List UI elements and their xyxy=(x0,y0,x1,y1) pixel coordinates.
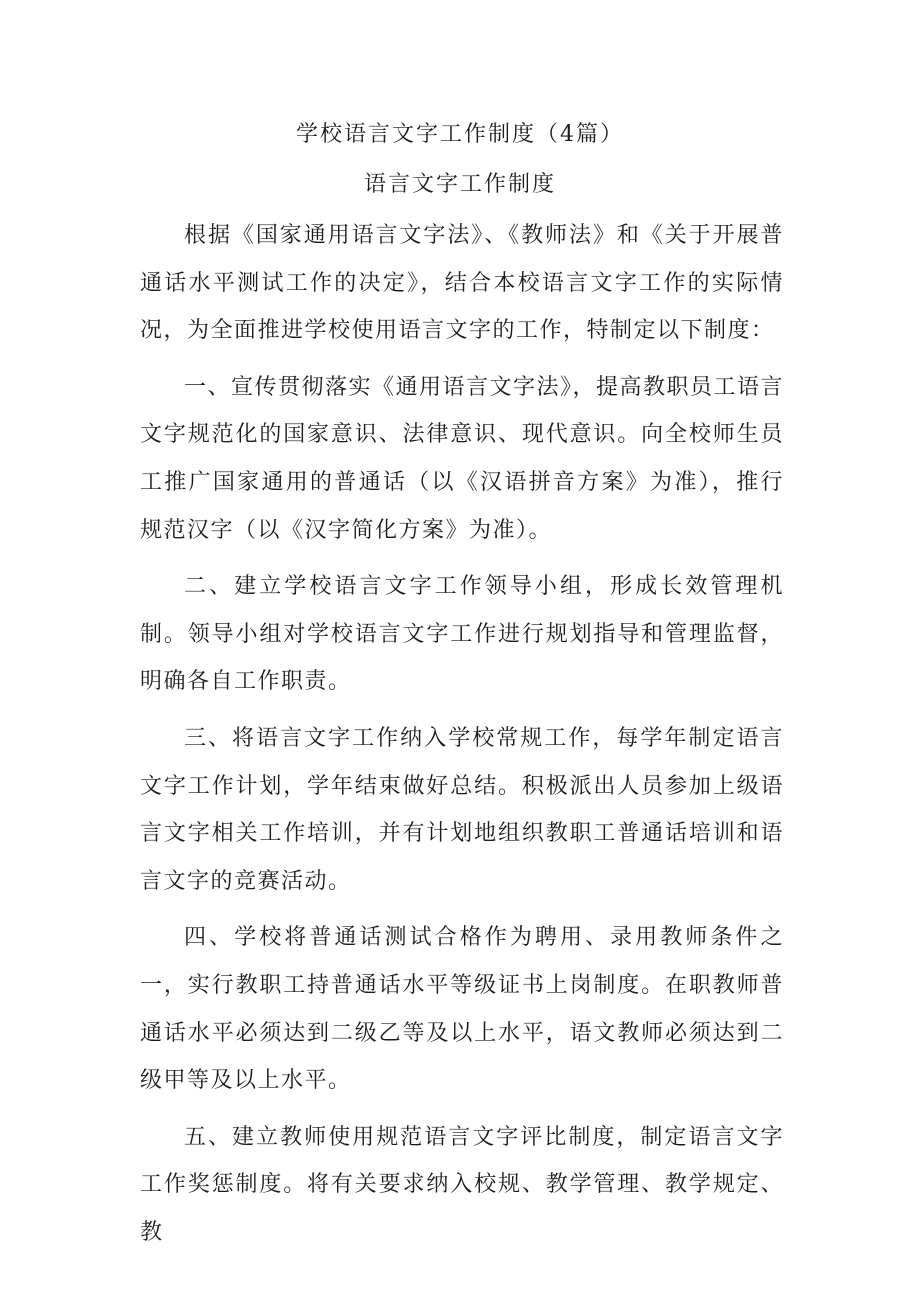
rule-paragraph-5: 五、建立教师使用规范语言文字评比制度，制定语言文字工作奖惩制度。将有关要求纳入校规、教学管理、教学规定、教 xyxy=(140,1124,784,1245)
rule-paragraph-4: 四、学校将普通话测试合格作为聘用、录用教师条件之一，实行教职工持普通话水平等级证书上岗制度。在职教师普通话水平必须达到二级乙等及以上水平，语文教师必须达到二级甲等及以上水平。 xyxy=(140,925,784,1094)
rule-paragraph-1: 一、宣传贯彻落实《通用语言文字法》，提高教职员工语言文字规范化的国家意识、法律意识、现代意识。向全校师生员工推广国家通用的普通话（以《汉语拼音方案》为准），推行规范汉字（以《汉字简化方案》为准）。 xyxy=(140,374,785,543)
rule-paragraph-2: 二、建立学校语言文字工作领导小组，形成长效管理机制。领导小组对学校语言文字工作进行规划指导和管理监督，明确各自工作职责。 xyxy=(140,574,784,695)
intro-paragraph: 根据《国家通用语言文字法》、《教师法》和《关于开展普通话水平测试工作的决定》，结合本校语言文字工作的实际情况，为全面推进学校使用语言文字的工作，特制定以下制度： xyxy=(140,223,784,344)
document-body xyxy=(140,212,784,1265)
section-title: 语言文字工作制度 xyxy=(363,172,556,197)
rule-paragraph-3: 三、将语言文字工作纳入学校常规工作，每学年制定语言文字工作计划，学年结束做好总结。积极派出人员参加上级语言文字相关工作培训，并有计划地组织教职工普通话培训和语言文字的竞赛活动。 xyxy=(140,725,784,894)
document-title: 学校语言文字工作制度（4篇） xyxy=(296,122,624,147)
